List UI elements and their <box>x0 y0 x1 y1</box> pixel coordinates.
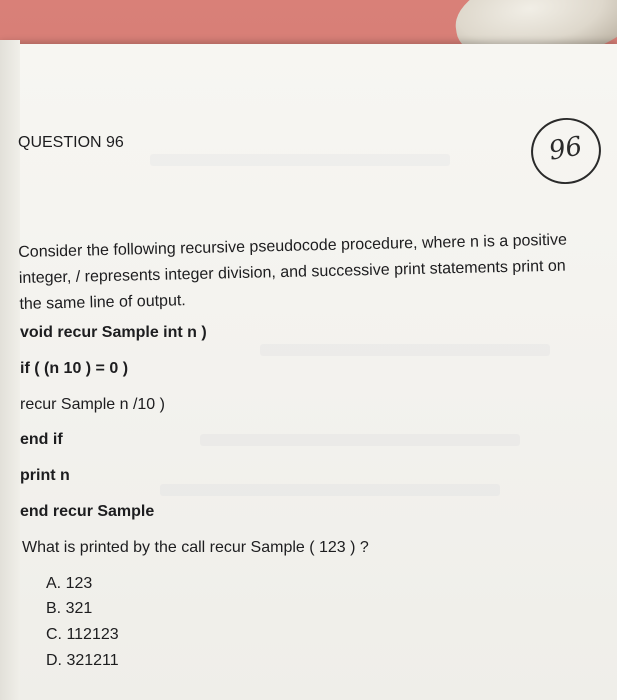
question-prompt: What is printed by the call recur Sample ( 123 ) ? <box>22 539 369 556</box>
code-line-2: if ( (n 10 ) = 0 ) <box>20 360 129 377</box>
code-line-4: end if <box>20 431 63 448</box>
question-title: QUESTION 96 <box>18 134 124 151</box>
code-line-3: recur Sample n /10 ) <box>20 396 165 413</box>
handwritten-number: 96 <box>546 131 585 167</box>
option-b[interactable]: B. 321 <box>46 600 93 617</box>
question-intro: Consider the following recursive pseudocode procedure, where n is a positive integer, / represents integer division, and successive print statements print on the same line of output. <box>18 231 568 313</box>
code-line-6: end recur Sample <box>20 503 155 520</box>
code-line-5: print n <box>20 467 70 484</box>
code-line-1: void recur Sample int n ) <box>20 324 207 341</box>
sheet-edge <box>0 40 20 700</box>
option-d[interactable]: D. 321211 <box>46 652 119 669</box>
option-c[interactable]: C. 112123 <box>46 626 119 643</box>
option-a[interactable]: A. 123 <box>46 575 93 592</box>
